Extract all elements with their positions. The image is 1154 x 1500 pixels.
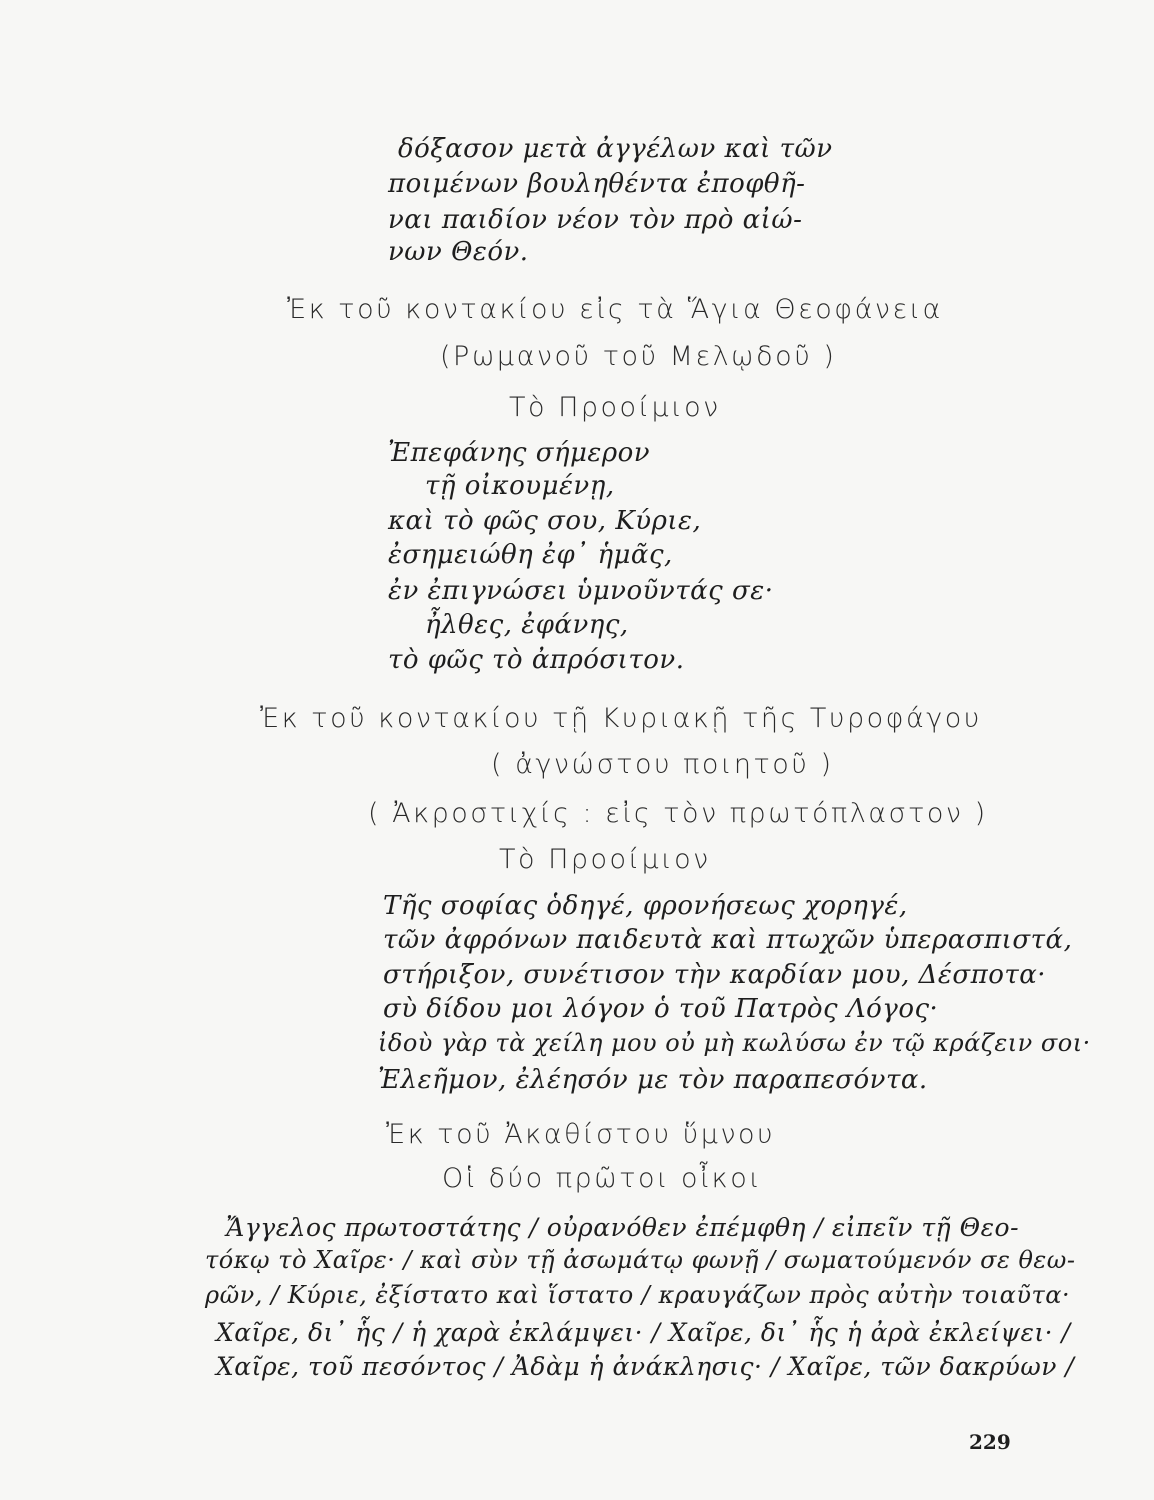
section2-acrostic: ( Ἀκροστιχίς : εἰς τὸν πρωτόπλαστον ) [368, 798, 988, 829]
section1-line-4: ἐσημειώθη ἐφ᾽ ἡμᾶς, [388, 540, 673, 570]
section2-line-1: Τῆς σοφίας ὁδηγέ, φρονήσεως χορηγέ, [383, 891, 908, 921]
section3-subheading: Οἱ δύο πρῶτοι οἶκοι [442, 1163, 763, 1194]
hymn-line-5: Χαῖρε, τοῦ πεσόντος / Ἀδὰμ ἡ ἀνάκλησις· / Χαῖρε, τῶν δακρύων / [216, 1352, 1075, 1381]
section3-heading: Ἐκ τοῦ Ἀκαθίστου ὕμνου [386, 1119, 776, 1150]
section2-line-5: ἰδοὺ γὰρ τὰ χείλη μου οὐ μὴ κωλύσω ἐν τῷ κράζειν σοι· [378, 1029, 1091, 1057]
intro-line-4: νων Θεόν. [388, 237, 529, 267]
section1-heading: Ἐκ τοῦ κοντακίου εἰς τὰ Ἅγια Θεοφάνεια [287, 294, 943, 325]
intro-line-1: δόξασον μετὰ ἀγγέλων καὶ τῶν [398, 134, 833, 164]
hymn-line-2: τόκῳ τὸ Χαῖρε· / καὶ σὺν τῇ ἀσωμάτῳ φωνῇ / σωματούμενόν σε θεω- [205, 1246, 1076, 1274]
intro-line-3: ναι παιδίον νέον τὸν πρὸ αἰώ- [388, 205, 803, 235]
hymn-line-4: Χαῖρε, δι᾽ ἧς / ἡ χαρὰ ἐκλάμψει· / Χαῖρε, δι᾽ ἧς ἡ ἀρὰ ἐκλείψει· / [216, 1318, 1071, 1347]
section1-line-6: ἦλθες, ἐφάνης, [425, 610, 629, 640]
section2-author: ( ἀγνώστου ποιητοῦ ) [491, 749, 834, 780]
section2-line-4: σὺ δίδου μοι λόγον ὁ τοῦ Πατρὸς Λόγος· [383, 994, 939, 1024]
section1-line-1: Ἐπεφάνης σήμερον [388, 438, 651, 468]
hymn-line-1: Ἄγγελος πρωτοστάτης / οὐρανόθεν ἐπέμφθη / εἰπεῖν τῇ Θεο- [226, 1213, 1020, 1242]
section1-line-7: τὸ φῶς τὸ ἀπρόσιτον. [388, 645, 685, 675]
section2-heading: Ἐκ τοῦ κοντακίου τῇ Κυριακῇ τῆς Τυροφάγου [260, 703, 982, 734]
section1-line-3: καὶ τὸ φῶς σου, Κύριε, [388, 506, 702, 536]
section2-line-6: Ἐλεῆμον, ἐλέησόν με τὸν παραπεσόντα. [378, 1065, 928, 1095]
intro-line-2: ποιμένων βουληθέντα ἐποφθῆ- [388, 169, 806, 199]
section1-line-2: τῇ οἰκουμένῃ, [425, 471, 615, 501]
section2-line-2: τῶν ἀφρόνων παιδευτὰ καὶ πτωχῶν ὑπερασπιστά, [383, 925, 1073, 955]
section1-line-5: ἐν ἐπιγνώσει ὑμνοῦντάς σε· [388, 576, 774, 606]
section2-subheading: Τὸ Προοίμιον [499, 844, 711, 875]
section2-line-3: στήριξον, συνέτισον τὴν καρδίαν μου, Δέσποτα· [383, 960, 1047, 990]
section1-subheading: Τὸ Προοίμιον [509, 392, 721, 423]
page-number: 229 [969, 1430, 1011, 1454]
hymn-line-3: ρῶν, / Κύριε, ἐξίστατο καὶ ἵστατο / κραυγάζων πρὸς αὐτὴν τοιαῦτα· [205, 1281, 1071, 1309]
section1-author: (Ρωμανοῦ τοῦ Μελῳδοῦ ) [440, 341, 837, 372]
